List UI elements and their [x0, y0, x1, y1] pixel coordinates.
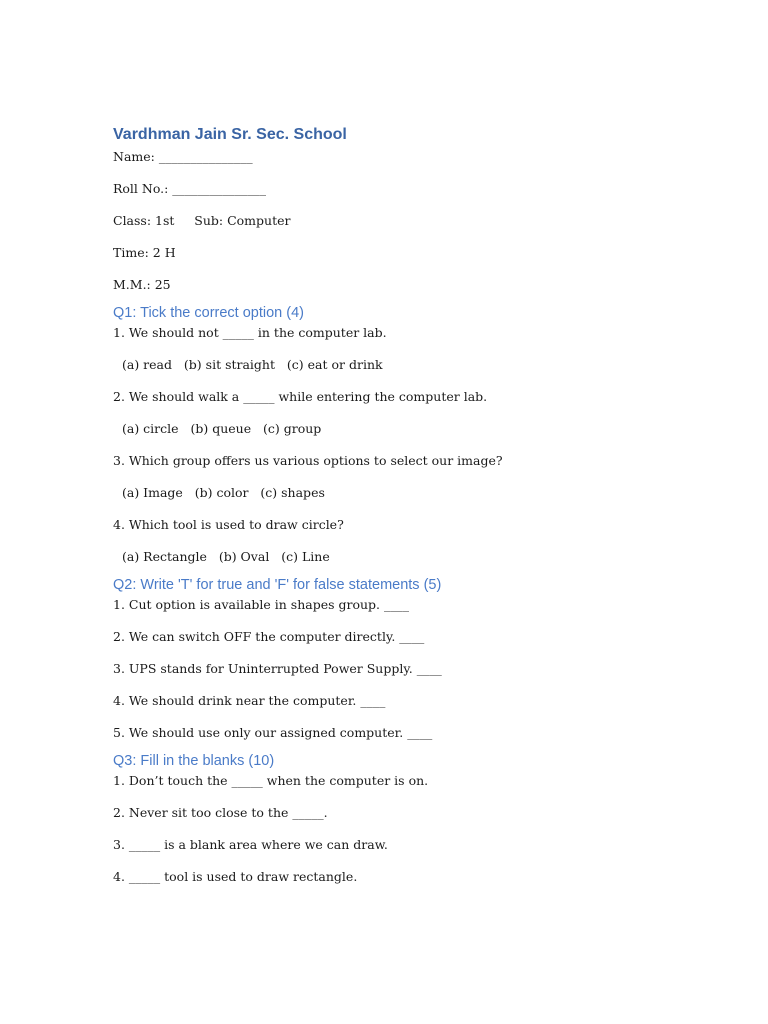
q1-options-4: (a) Rectangle (b) Oval (c) Line [122, 549, 330, 564]
q2-statement-4: 4. We should drink near the computer. ____ [113, 693, 386, 708]
roll-field: Roll No.: _______________ [113, 181, 267, 196]
q2-heading: Q2: Write 'T' for true and 'F' for false statements (5) [113, 577, 442, 593]
q2-statement-3: 3. UPS stands for Uninterrupted Power Supply. ____ [113, 661, 442, 676]
q2-statement-1: 1. Cut option is available in shapes group. ____ [113, 597, 410, 612]
class-subject: Class: 1st Sub: Computer [113, 213, 291, 228]
q1-question-2: 2. We should walk a _____ while entering the computer lab. [113, 389, 488, 404]
q1-heading: Q1: Tick the correct option (4) [113, 305, 304, 321]
q3-list [113, 773, 768, 885]
q1-question-3: 3. Which group offers us various options to select our image? [113, 453, 503, 468]
q1-options-2: (a) circle (b) queue (c) group [122, 421, 322, 436]
q2-statement-5: 5. We should use only our assigned computer. ____ [113, 725, 433, 740]
name-field: Name: _______________ [113, 149, 253, 164]
q2-statement-2: 2. We can switch OFF the computer directly. ____ [113, 629, 425, 644]
q1-list [113, 325, 768, 565]
q3-heading: Q3: Fill in the blanks (10) [113, 753, 275, 769]
q1-options-3: (a) Image (b) color (c) shapes [122, 485, 325, 500]
q3-blank-1: 1. Don’t touch the _____ when the computer is on. [113, 773, 429, 788]
time-allowed: Time: 2 H [113, 245, 176, 260]
q1-question-4: 4. Which tool is used to draw circle? [113, 517, 344, 532]
max-marks: M.M.: 25 [113, 277, 171, 292]
q2-list [113, 597, 768, 741]
q3-blank-2: 2. Never sit too close to the _____. [113, 805, 328, 820]
q1-question-1: 1. We should not _____ in the computer lab. [113, 325, 387, 340]
q3-blank-3: 3. _____ is a blank area where we can draw. [113, 837, 388, 852]
q1-options-1: (a) read (b) sit straight (c) eat or drink [122, 357, 383, 372]
school-title: Vardhman Jain Sr. Sec. School [113, 126, 347, 143]
q3-blank-4: 4. _____ tool is used to draw rectangle. [113, 869, 358, 884]
